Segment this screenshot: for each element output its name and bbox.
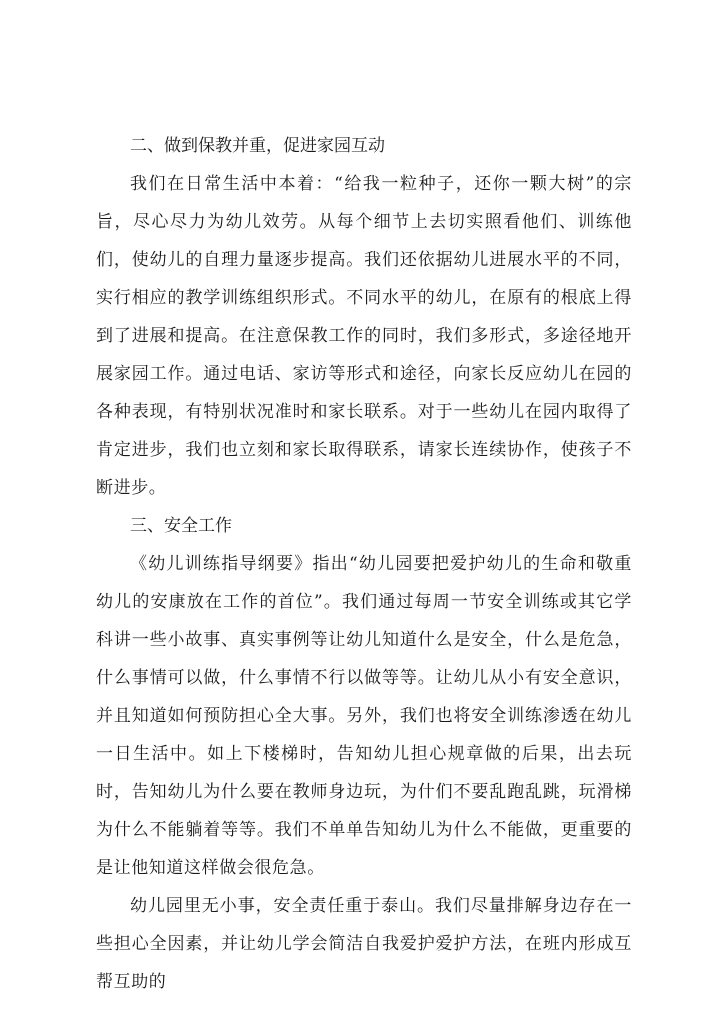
section-heading-home-school: 二、做到保教并重，促进家园互动 — [130, 136, 385, 156]
paragraph-home-school: 我们在日常生活中本着：“给我一粒种子，还你一颗大树”的宗旨，尽心尽力为幼儿效劳。从每个细节上去切实照看他们、训练他们，使幼儿的自理力量逐步提高。我们还依据幼儿进展水平的不同，实行相应的教学训练组织形式。不同水平的幼儿，在原有的根底上得到了进展和提高。在注意保教工作的同时，我们多形式，多途径地开展家园工作。通过电话、家访等形式和途径，向家长反应幼儿在园的各种表现，有特别状况准时和家长联系。对于一些幼儿在园内取得了肯定进步，我们也立刻和家长取得联系，请家长连续协作，使孩子不断进步。 — [96, 174, 632, 498]
paragraph-safety-guidelines: 《幼儿训练指导纲要》指出“幼儿园要把爱护幼儿的生命和敬重幼儿的安康放在工作的首位”。我们通过每周一节安全训练或其它学科讲一些小故事、真实事例等让幼儿知道什么是安全，什么是危急，什么事情可以做，什么事情不行以做等等。让幼儿从小有安全意识，并且知道如何预防担心全大事。另外，我们也将安全训练渗透在幼儿一日生活中。如上下楼梯时，告知幼儿担心规章做的后果，出去玩时，告知幼儿为什么要在教师身边玩，为什们不要乱跑乱跳，玩滑梯为什么不能躺着等等。我们不单单告知幼儿为什么不能做，更重要的是让他知道这样做会很危急。 — [96, 554, 632, 878]
document-body — [96, 127, 632, 1001]
paragraph-safety-responsibility: 幼儿园里无小事，安全责任重于泰山。我们尽量排解身边存在一些担心全因素，并让幼儿学会简洁自我爱护爱护方法，在班内形成互帮互助的 — [96, 896, 632, 992]
section-heading-safety: 三、安全工作 — [130, 516, 232, 536]
